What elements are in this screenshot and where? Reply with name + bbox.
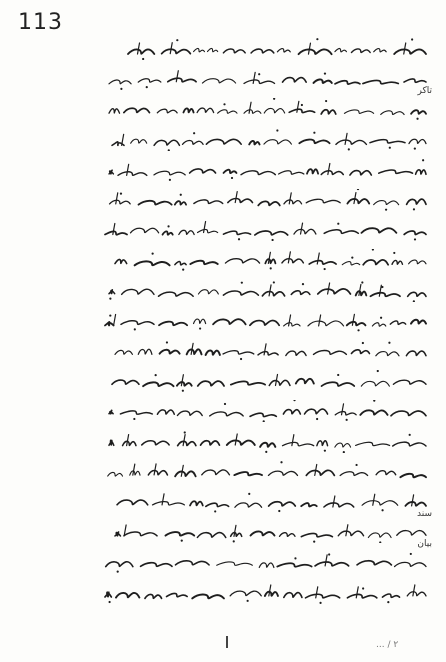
manuscript-line xyxy=(101,551,428,573)
manuscript-line xyxy=(105,98,428,120)
ink-stroke xyxy=(118,172,147,176)
manuscript-line xyxy=(108,491,428,513)
margin-note: بیان xyxy=(417,539,432,550)
manuscript-line xyxy=(101,582,428,604)
manuscript-line xyxy=(111,249,428,271)
ink-stroke xyxy=(131,139,147,143)
manuscript-line xyxy=(101,461,428,483)
manuscript-line xyxy=(111,340,428,362)
manuscript-line xyxy=(108,129,428,151)
ink-ascender xyxy=(127,164,129,175)
ink-dot xyxy=(169,179,171,181)
manuscript-line xyxy=(105,159,428,181)
manuscript-line xyxy=(105,68,428,90)
manuscript-line xyxy=(105,370,428,392)
manuscript-line xyxy=(111,521,428,543)
manuscript-line xyxy=(105,431,428,453)
manuscript-text-block xyxy=(98,0,428,662)
margin-note: سند xyxy=(417,509,432,520)
manuscript-line xyxy=(105,400,428,422)
corner-label: ... / ٢ xyxy=(376,640,399,650)
ink-dot xyxy=(109,314,111,316)
manuscript-line xyxy=(105,189,428,211)
ink-stroke xyxy=(154,171,185,175)
ink-stroke xyxy=(109,440,114,445)
page-number: 113 xyxy=(18,10,63,35)
ink-stroke xyxy=(109,170,113,174)
manuscript-line xyxy=(124,38,428,60)
manuscript-line xyxy=(105,280,428,302)
manuscript-line xyxy=(101,219,428,241)
margin-note: تاکر xyxy=(417,86,432,97)
footer-mark xyxy=(226,636,228,648)
manuscript-line xyxy=(101,310,428,332)
ink-stroke xyxy=(109,411,113,414)
